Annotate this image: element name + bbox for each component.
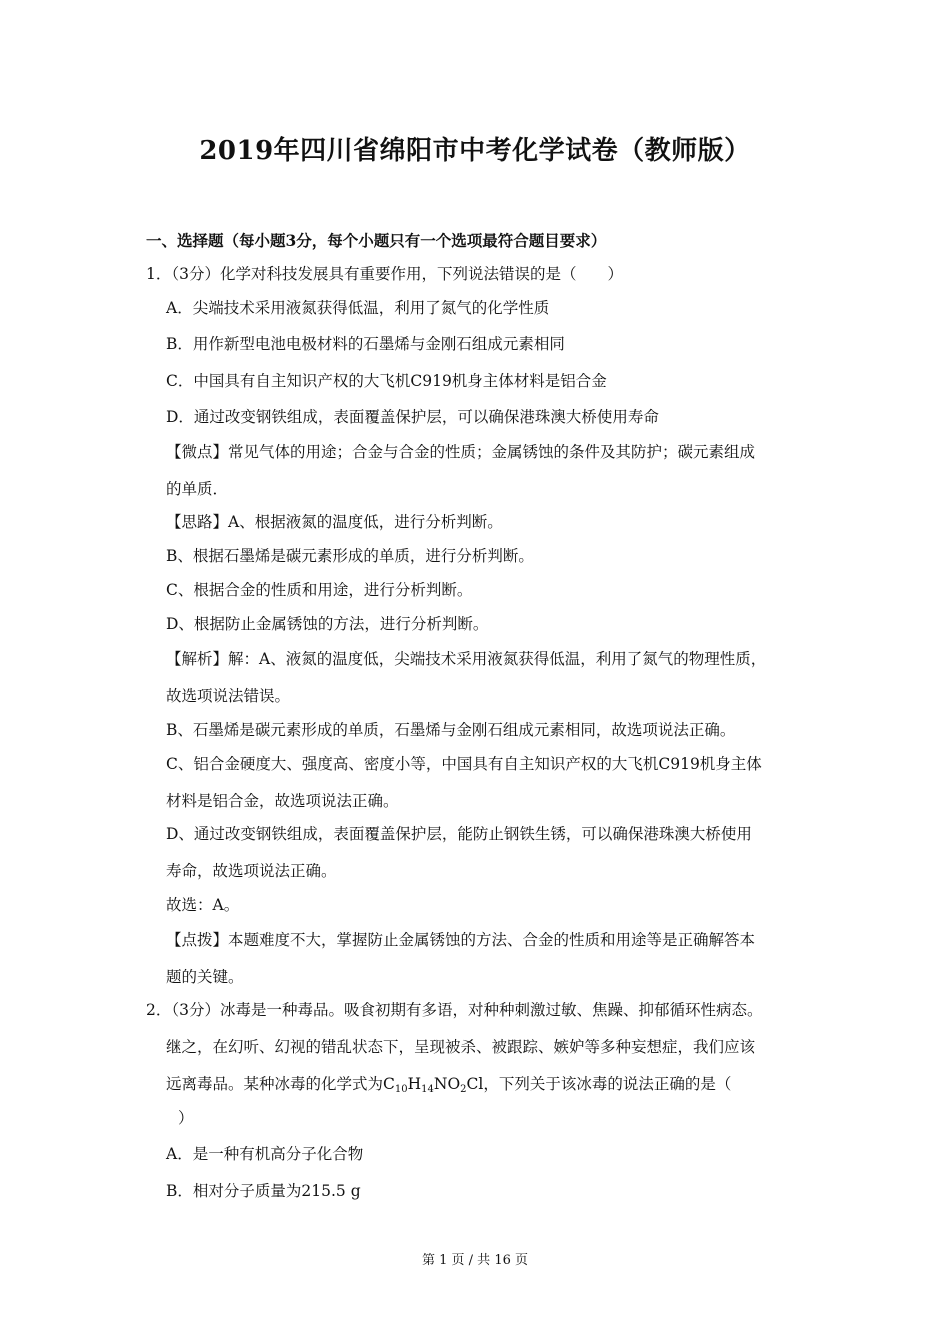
page-title: 2019年四川省绵阳市中考化学试卷（教师版） (199, 136, 751, 166)
q1-silu-line3: C、根据合金的性质和用途，进行分析判断。 (166, 581, 473, 599)
q1-stem: 1．（3分）化学对科技发展具有重要作用，下列说法错误的是（ ） (146, 265, 623, 283)
q2-option-b: B．相对分子质量为215.5 g (166, 1182, 361, 1200)
q2-stem-line2: 继之，在幻听、幻视的错乱状态下，呈现被杀、被跟踪、嫉妒等多种妄想症，我们应该 (166, 1038, 756, 1056)
q1-jiexi-line5: 材料是铝合金，故选项说法正确。 (166, 792, 399, 810)
q2-stem-line1: 2．（3分）冰毒是一种毒品。吸食初期有多语，对种种刺激过敏、焦躁、抑郁循环性病态。 (146, 1001, 763, 1019)
page-footer: 第 1 页 / 共 16 页 (422, 1253, 528, 1268)
q1-option-d: D．通过改变钢铁组成，表面覆盖保护层，可以确保港珠澳大桥使用寿命 (166, 408, 659, 426)
q2-stem-line3-post: ，下列关于该冰毒的说法正确的是（ (483, 1075, 732, 1093)
q1-answer: 故选：A。 (166, 896, 240, 914)
q1-dianbo-line2: 题的关键。 (166, 968, 244, 986)
q1-jiexi-line7: 寿命，故选项说法正确。 (166, 862, 337, 880)
q2-option-a: A．是一种有机高分子化合物 (166, 1145, 364, 1163)
q1-jiexi-line1: 【解析】解：A、液氮的温度低，尖端技术采用液氮获得低温，利用了氮气的物理性质， (166, 650, 767, 668)
section-heading: 一、选择题（每小题3分，每个小题只有一个选项最符合题目要求） (146, 231, 607, 250)
q1-jiexi-line6: D、通过改变钢铁组成，表面覆盖保护层，能防止钢铁生锈，可以确保港珠澳大桥使用 (166, 825, 752, 843)
q1-option-c: C．中国具有自主知识产权的大飞机C919机身主体材料是铝合金 (166, 372, 607, 390)
q1-silu-line4: D、根据防止金属锈蚀的方法，进行分析判断。 (166, 615, 489, 633)
q1-jiexi-line3: B、石墨烯是碳元素形成的单质，石墨烯与金刚石组成元素相同，故选项说法正确。 (166, 721, 736, 739)
q1-option-a: A．尖端技术采用液氮获得低温，利用了氮气的化学性质 (166, 299, 550, 317)
q2-stem-line3 (166, 1072, 731, 1094)
q1-silu-line1: 【思路】A、根据液氮的温度低，进行分析判断。 (166, 513, 503, 531)
q1-jiexi-line2: 故选项说法错误。 (166, 687, 291, 705)
q1-jiexi-line4: C、铝合金硬度大、强度高、密度小等，中国具有自主知识产权的大飞机C919机身主体 (166, 755, 762, 773)
q1-option-b: B．用作新型电池电极材料的石墨烯与金刚石组成元素相同 (166, 335, 565, 353)
q1-dianbo-line1: 【点拨】本题难度不大，掌握防止金属锈蚀的方法、合金的性质和用途等是正确解答本 (166, 931, 756, 949)
q2-stem-line3-pre: 远离毒品。某种冰毒的化学式为 (166, 1075, 384, 1093)
q1-weidian-line1: 【微点】常见气体的用途；合金与合金的性质；金属锈蚀的条件及其防护；碳元素组成 (166, 443, 756, 461)
q1-weidian-line2: 的单质． (166, 480, 229, 498)
q2-stem-line4: ） (178, 1109, 194, 1127)
chemical-formula: $C_{10}H_{14}NO_2Cl$ (383, 1075, 484, 1095)
q1-silu-line2: B、根据石墨烯是碳元素形成的单质，进行分析判断。 (166, 547, 534, 565)
